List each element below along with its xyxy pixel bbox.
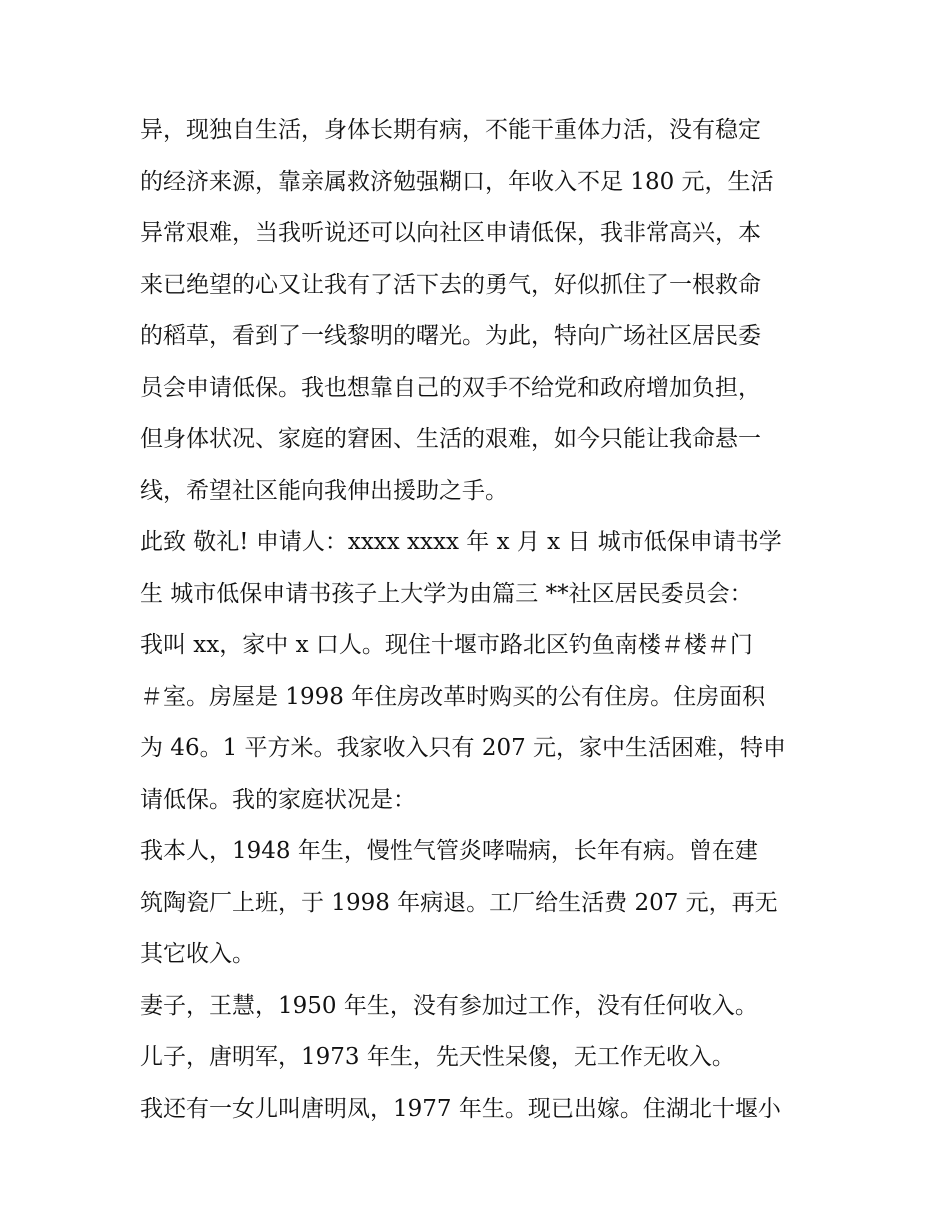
text-line: 线，希望社区能向我伸出援助之手。 — [140, 477, 508, 504]
text-line: 请低保。我的家庭状况是： — [140, 786, 416, 813]
text-line: 来已绝望的心又让我有了活下去的勇气，好似抓住了一根救命 — [140, 271, 761, 298]
text-line: 的稻草，看到了一线黎明的曙光。为此，特向广场社区居民委 — [140, 323, 761, 349]
text-line: 我本人，1948 年生，慢性气管炎哮喘病，长年有病。曾在建 — [140, 838, 758, 864]
text-line: 妻子，王慧，1950 年生，没有参加过工作，没有任何收入。 — [140, 992, 758, 1019]
document-body — [140, 105, 820, 1135]
text-line: 儿子，唐明军，1973 年生，先天性呆傻，无工作无收入。 — [140, 1044, 735, 1070]
text-line: 异常艰难，当我听说还可以向社区申请低保，我非常高兴，本 — [140, 220, 761, 246]
text-line: 筑陶瓷厂上班，于 1998 年病退。工厂给生活费 207 元，再无 — [140, 889, 778, 916]
text-line: ＃室。房屋是 1998 年住房改革时购买的公有住房。住房面积 — [140, 683, 766, 710]
text-line: 我还有一女儿叫唐明凤，1977 年生。现已出嫁。住湖北十堰小 — [140, 1095, 781, 1122]
text-line: 其它收入。 — [140, 941, 255, 967]
text-line: 我叫 xx，家中 x 口人。现住十堰市路北区钓鱼南楼＃楼＃门 — [140, 632, 753, 658]
text-line: 为 46。1 平方米。我家收入只有 207 元，家中生活困难，特申 — [140, 735, 787, 761]
text-line: 的经济来源，靠亲属救济勉强糊口，年收入不足 180 元，生活 — [140, 168, 774, 195]
text-line: 生 城市低保申请书孩子上大学为由篇三 **社区居民委员会： — [140, 580, 753, 607]
text-line: 此致 敬礼! 申请人：xxxx xxxx 年 x 月 x 日 城市低保申请书学 — [140, 529, 782, 555]
text-line: 异，现独自生活，身体长期有病，不能干重体力活，没有稳定 — [140, 117, 761, 143]
text-line: 但身体状况、家庭的窘困、生活的艰难，如今只能让我命悬一 — [140, 426, 761, 452]
text-line: 员会申请低保。我也想靠自己的双手不给党和政府增加负担， — [140, 374, 761, 401]
